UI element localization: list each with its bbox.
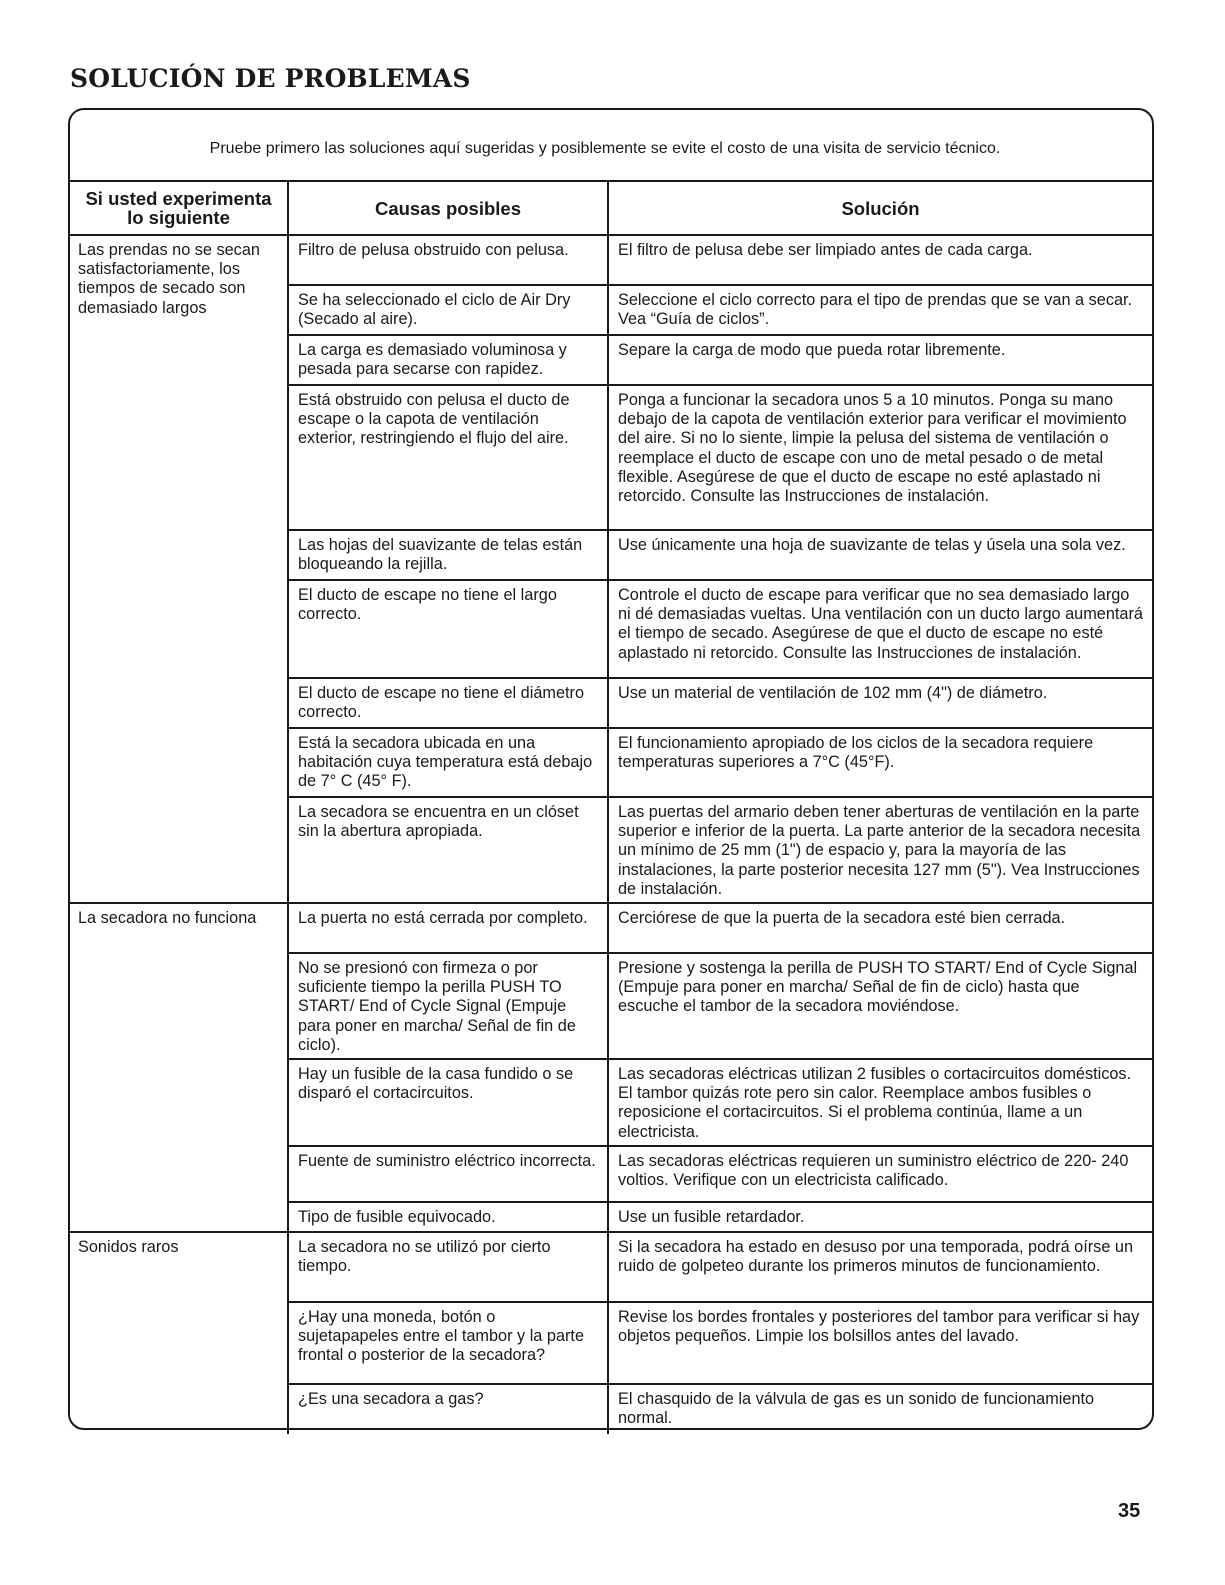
cause-cell: Tipo de fusible equivocado. — [288, 1202, 608, 1232]
solution-cell: Cerciórese de que la puerta de la secadora esté bien cerrada. — [608, 903, 1152, 953]
solution-cell: Las secadoras eléctricas utilizan 2 fusibles o cortacircuitos domésticos. El tambor quizás rote pero sin calor. Reemplace ambos fusibles o reposicione el cortacircuitos. Si el problema continúa, llame a un electricista. — [608, 1059, 1152, 1146]
table-body — [70, 235, 1152, 1434]
cause-cell: Fuente de suministro eléctrico incorrecta. — [288, 1146, 608, 1202]
cause-cell: La secadora se encuentra en un clóset sin la abertura apropiada. — [288, 797, 608, 903]
cause-cell: Hay un fusible de la casa fundido o se disparó el cortacircuitos. — [288, 1059, 608, 1146]
cause-cell: Está la secadora ubicada en una habitación cuya temperatura está debajo de 7° C (45° F). — [288, 728, 608, 797]
solution-cell: El funcionamiento apropiado de los ciclos de la secadora requiere temperaturas superiores a 7°C (45°F). — [608, 728, 1152, 797]
cause-cell: El ducto de escape no tiene el diámetro correcto. — [288, 678, 608, 728]
condition-cell: Las prendas no se secan satisfactoriamente, los tiempos de secado son demasiado largos — [78, 241, 260, 317]
solution-cell: Seleccione el ciclo correcto para el tipo de prendas que se van a secar. Vea “Guía de ciclos”. — [608, 285, 1152, 335]
cause-cell: Filtro de pelusa obstruido con pelusa. — [288, 235, 608, 285]
table-row — [70, 235, 1152, 285]
cause-cell: No se presionó con firmeza o por suficiente tiempo la perilla PUSH TO START/ End of Cycle Signal (Empuje para poner en marcha/ Señal de fin de ciclo). — [288, 953, 608, 1059]
header-condition: Si usted experimenta lo siguiente — [70, 181, 288, 235]
table-row — [70, 1232, 1152, 1302]
cause-cell: La secadora no se utilizó por cierto tiempo. — [288, 1232, 608, 1302]
troubleshooting-table — [70, 180, 1152, 1434]
solution-cell: Use únicamente una hoja de suavizante de telas y úsela una sola vez. — [608, 530, 1152, 580]
cause-cell: La carga es demasiado voluminosa y pesada para secarse con rapidez. — [288, 335, 608, 385]
page-title: SOLUCIÓN DE PROBLEMAS — [70, 64, 471, 93]
solution-cell: Use un fusible retardador. — [608, 1202, 1152, 1232]
solution-cell: El chasquido de la válvula de gas es un sonido de funcionamiento normal. — [608, 1384, 1152, 1434]
cause-cell: Las hojas del suavizante de telas están bloqueando la rejilla. — [288, 530, 608, 580]
solution-cell: Use un material de ventilación de 102 mm (4") de diámetro. — [608, 678, 1152, 728]
table-header-row — [70, 181, 1152, 235]
cause-cell: Está obstruido con pelusa el ducto de escape o la capota de ventilación exterior, restringiendo el flujo del aire. — [288, 385, 608, 530]
solution-cell: Controle el ducto de escape para verificar que no sea demasiado largo ni dé demasiadas vueltas. Una ventilación con un ducto largo aumentará el tiempo de secado. Asegúrese de que el ducto de escape no esté aplastado ni retorcido. Consulte las Instrucciones de instalación. — [608, 580, 1152, 678]
page-number: 35 — [1118, 1500, 1141, 1522]
solution-cell: Presione y sostenga la perilla de PUSH TO START/ End of Cycle Signal (Empuje para poner en marcha/ Señal de fin de ciclo) hasta que escuche el tambor de la secadora moviéndose. — [608, 953, 1152, 1059]
cause-cell: La puerta no está cerrada por completo. — [288, 903, 608, 953]
cause-cell: ¿Hay una moneda, botón o sujetapapeles entre el tambor y la parte frontal o posterior de la secadora? — [288, 1302, 608, 1384]
solution-cell: Las puertas del armario deben tener aberturas de ventilación en la parte superior e inferior de la puerta. La parte anterior de la secadora necesita un mínimo de 25 mm (1") de espacio y, para la mayoría de las instalaciones, la parte posterior necesita 127 mm (5"). Vea Instrucciones de instalación. — [608, 797, 1152, 903]
table-row — [70, 903, 1152, 953]
solution-cell: Separe la carga de modo que pueda rotar libremente. — [608, 335, 1152, 385]
solution-cell: Las secadoras eléctricas requieren un suministro eléctrico de 220- 240 voltios. Verifique con un electricista calificado. — [608, 1146, 1152, 1202]
intro-text: Pruebe primero las soluciones aquí sugeridas y posiblemente se evite el costo de una visita de servicio técnico. — [209, 140, 1001, 157]
solution-cell: El filtro de pelusa debe ser limpiado antes de cada carga. — [608, 235, 1152, 285]
condition-cell: La secadora no funciona — [70, 903, 288, 1232]
header-causes: Causas posibles — [288, 181, 608, 235]
solution-cell: Si la secadora ha estado en desuso por una temporada, podrá oírse un ruido de golpeteo durante los primeros minutos de funcionamiento. — [608, 1232, 1152, 1302]
cause-cell: Se ha seleccionado el ciclo de Air Dry (Secado al aire). — [288, 285, 608, 335]
cause-cell: El ducto de escape no tiene el largo correcto. — [288, 580, 608, 678]
header-solution: Solución — [608, 181, 1152, 235]
condition-cell: Sonidos raros — [70, 1232, 288, 1434]
solution-cell: Ponga a funcionar la secadora unos 5 a 10 minutos. Ponga su mano debajo de la capota de ventilación exterior para verificar el movimiento del aire. Si no lo siente, limpie la pelusa del sistema de ventilación o reemplace el ducto de escape con uno de metal pesado o de metal flexible. Asegúrese de que el ducto de escape no esté aplastado ni retorcido. Consulte las Instrucciones de instalación. — [608, 385, 1152, 530]
solution-cell: Revise los bordes frontales y posteriores del tambor para verificar si hay objetos pequeños. Limpie los bolsillos antes del lavado. — [608, 1302, 1152, 1384]
cause-cell: ¿Es una secadora a gas? — [288, 1384, 608, 1434]
